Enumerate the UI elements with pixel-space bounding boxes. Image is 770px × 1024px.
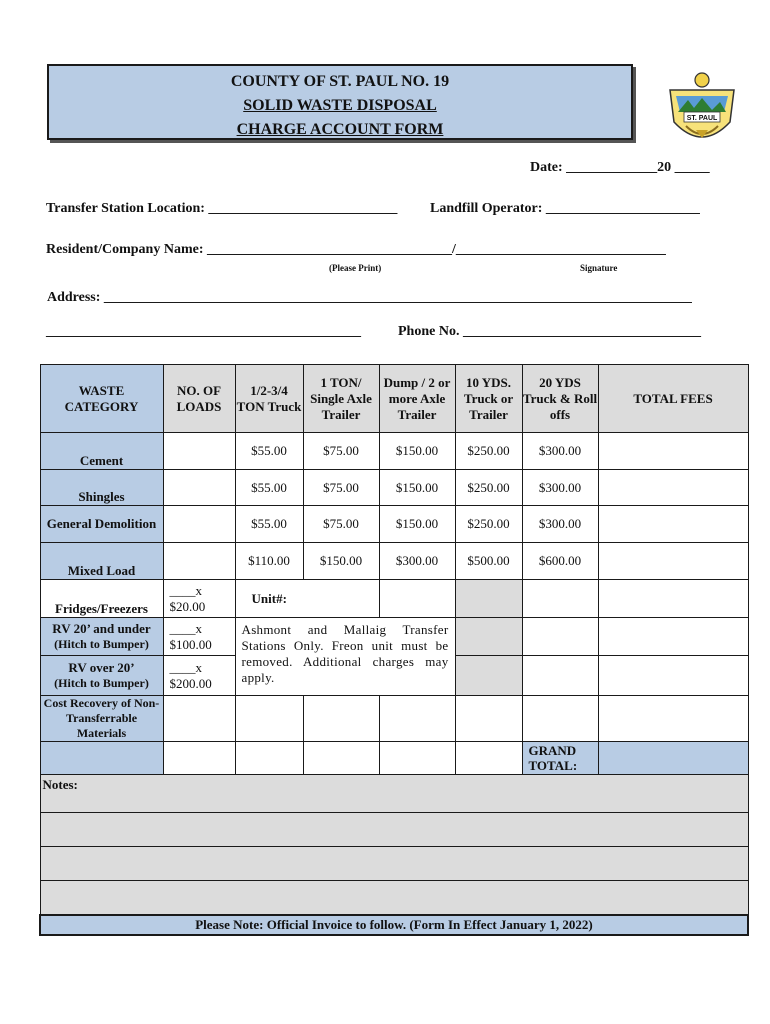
- total-fee-input[interactable]: [598, 696, 748, 742]
- empty-cell: [163, 742, 235, 775]
- unit-number-input[interactable]: [303, 580, 379, 618]
- loads-blank: ____x: [169, 582, 202, 598]
- notes-line: [40, 847, 748, 881]
- price-cell: $300.00: [522, 506, 598, 543]
- notes-label[interactable]: Notes:: [40, 775, 748, 813]
- category-cement: Cement: [40, 433, 163, 470]
- price-cell: $75.00: [303, 433, 379, 470]
- empty-cell: [522, 656, 598, 696]
- loads-blank: ____x: [169, 659, 202, 675]
- price-cell: $600.00: [522, 543, 598, 580]
- county-crest-icon: [664, 66, 740, 154]
- category-general-demolition: General Demolition: [40, 506, 163, 543]
- transfer-station-field[interactable]: Transfer Station Location: ___________________________: [46, 201, 398, 216]
- header-no-of-loads: NO. OF LOADS: [163, 365, 235, 433]
- notes-line: [40, 813, 748, 847]
- table-row: [40, 580, 748, 618]
- table-header-row: [40, 365, 748, 433]
- rv-over-loads-cell[interactable]: [163, 656, 235, 696]
- category-mixed-load: Mixed Load: [40, 543, 163, 580]
- price-cell: $75.00: [303, 470, 379, 506]
- price-cell: $55.00: [235, 470, 303, 506]
- notes-line: [40, 881, 748, 916]
- category-rv-under-20: [40, 618, 163, 656]
- table-row: [40, 618, 748, 656]
- empty-cell: [455, 742, 522, 775]
- loads-blank: ____x: [169, 620, 202, 636]
- address-field[interactable]: Address: ____________________________________________________________________________________: [47, 290, 692, 305]
- unit-number-label: Unit#:: [235, 580, 303, 618]
- resident-name-field[interactable]: Resident/Company Name: ___________________________________/______________________________: [46, 242, 666, 257]
- empty-cell: [379, 580, 455, 618]
- footer-row: [40, 915, 748, 935]
- total-fee-input[interactable]: [598, 543, 748, 580]
- price-cell: $150.00: [379, 470, 455, 506]
- empty-cell: [303, 742, 379, 775]
- notes-input[interactable]: [40, 881, 748, 916]
- price-cell: $75.00: [303, 506, 379, 543]
- grand-total-label: GRAND TOTAL:: [522, 742, 598, 775]
- category-cost-recovery: Cost Recovery of Non-Transferrable Materials: [40, 696, 163, 742]
- rv-under-sub: (Hitch to Bumper): [54, 637, 149, 651]
- waste-fee-table: [39, 364, 749, 936]
- notes-row: [40, 775, 748, 813]
- empty-cell: [235, 742, 303, 775]
- empty-cell: [522, 618, 598, 656]
- loads-input[interactable]: [163, 470, 235, 506]
- price-cell: $250.00: [455, 470, 522, 506]
- title-line-1: COUNTY OF ST. PAUL NO. 19: [230, 73, 450, 90]
- price-cell: $110.00: [235, 543, 303, 580]
- table-row: [40, 696, 748, 742]
- title-line-2: SOLID WASTE DISPOSAL: [243, 97, 437, 114]
- rv-over-label: RV over 20’: [68, 660, 135, 675]
- price-cell: $300.00: [379, 543, 455, 580]
- price-cell: $300.00: [522, 433, 598, 470]
- loads-input[interactable]: [163, 506, 235, 543]
- empty-cell: [379, 742, 455, 775]
- price-cell: $55.00: [235, 433, 303, 470]
- cell-input[interactable]: [522, 696, 598, 742]
- empty-cell: [455, 580, 522, 618]
- price-cell: $500.00: [455, 543, 522, 580]
- header-20-yds: 20 YDS Truck & Roll offs: [522, 365, 598, 433]
- price-cell: $55.00: [235, 506, 303, 543]
- footer-note: Please Note: Official Invoice to follow. (Form In Effect January 1, 2022): [40, 915, 748, 935]
- form-title-box: [47, 64, 633, 140]
- please-print-hint: (Please Print): [329, 263, 382, 273]
- signature-hint: Signature: [580, 263, 618, 273]
- title-line-3: CHARGE ACCOUNT FORM: [236, 121, 444, 138]
- notes-input[interactable]: [40, 847, 748, 881]
- header-dump-trailer: Dump / 2 or more Axle Trailer: [379, 365, 455, 433]
- rv-under-loads-cell[interactable]: [163, 618, 235, 656]
- address-line-2-field[interactable]: _____________________________________________: [46, 324, 361, 339]
- total-fee-input[interactable]: [598, 470, 748, 506]
- loads-input[interactable]: [163, 696, 235, 742]
- date-field[interactable]: Date: _____________20 _____: [530, 160, 710, 175]
- total-fee-input[interactable]: [598, 618, 748, 656]
- table-row: [40, 506, 748, 543]
- price-cell: $150.00: [379, 433, 455, 470]
- empty-cell: [455, 656, 522, 696]
- grand-total-input[interactable]: [598, 742, 748, 775]
- total-fee-input[interactable]: [598, 506, 748, 543]
- header-half-ton-truck: 1/2-3/4 TON Truck: [235, 365, 303, 433]
- rv-over-sub: (Hitch to Bumper): [54, 676, 149, 690]
- price-cell: $300.00: [522, 470, 598, 506]
- empty-cell: [522, 580, 598, 618]
- total-fee-input[interactable]: [598, 580, 748, 618]
- landfill-operator-field[interactable]: Landfill Operator: ______________________: [430, 201, 700, 216]
- empty-cell: [40, 742, 163, 775]
- price-cell: $150.00: [379, 506, 455, 543]
- unit-price: $200.00: [169, 675, 212, 691]
- header-10-yds: 10 YDS. Truck or Trailer: [455, 365, 522, 433]
- fridges-loads-cell[interactable]: [163, 580, 235, 618]
- loads-input[interactable]: [163, 433, 235, 470]
- header-one-ton-trailer: 1 TON/ Single Axle Trailer: [303, 365, 379, 433]
- empty-cell: [455, 618, 522, 656]
- price-cell: $150.00: [303, 543, 379, 580]
- category-fridges: Fridges/Freezers: [40, 580, 163, 618]
- category-shingles: Shingles: [40, 470, 163, 506]
- total-fee-input[interactable]: [598, 433, 748, 470]
- table-row: [40, 433, 748, 470]
- phone-field[interactable]: Phone No. __________________________________: [398, 324, 701, 339]
- header-total-fees: TOTAL FEES: [598, 365, 748, 433]
- rv-note: Ashmont and Mallaig Transfer Stations Only. Freon unit must be removed. Additional charges may apply.: [235, 618, 455, 696]
- rv-under-label: RV 20’ and under: [52, 621, 151, 636]
- cell-input[interactable]: [303, 696, 379, 742]
- logo-text: ST. PAUL: [686, 115, 718, 122]
- cell-input[interactable]: [379, 696, 455, 742]
- notes-input[interactable]: [40, 813, 748, 847]
- price-cell: $250.00: [455, 433, 522, 470]
- price-cell: $250.00: [455, 506, 522, 543]
- unit-price: $20.00: [169, 598, 206, 614]
- total-fee-input[interactable]: [598, 656, 748, 696]
- grand-total-row: [40, 742, 748, 775]
- table-row: [40, 543, 748, 580]
- cell-input[interactable]: [455, 696, 522, 742]
- header-waste-category: WASTE CATEGORY: [40, 365, 163, 433]
- table-row: [40, 470, 748, 506]
- category-rv-over-20: [40, 656, 163, 696]
- cell-input[interactable]: [235, 696, 303, 742]
- unit-price: $100.00: [169, 636, 212, 652]
- loads-input[interactable]: [163, 543, 235, 580]
